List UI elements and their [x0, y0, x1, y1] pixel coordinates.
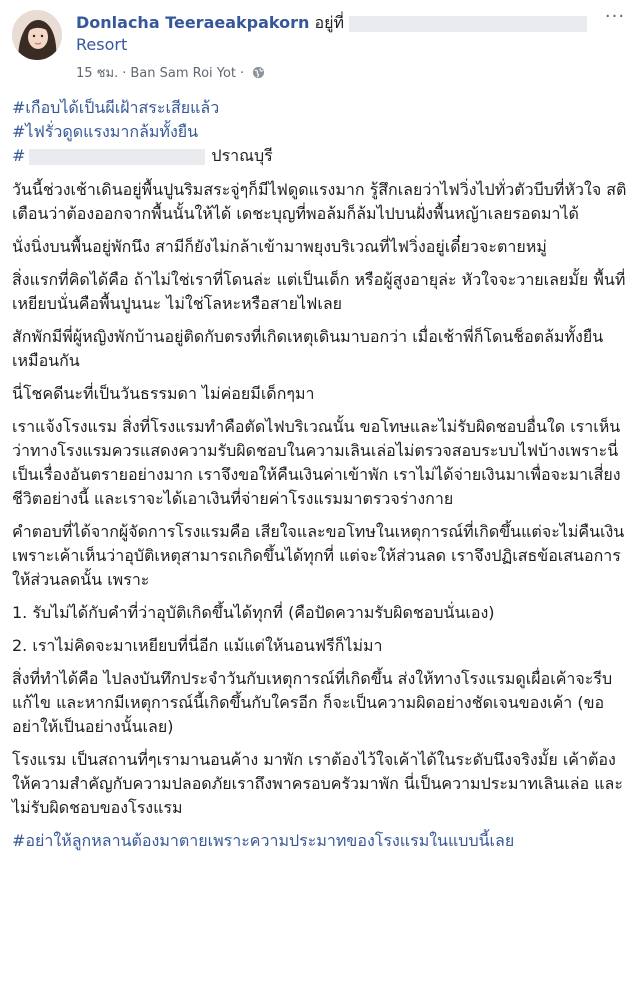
hashtag-3[interactable] — [12, 146, 273, 165]
author-name[interactable]: Donlacha Teeraeakpakorn — [76, 13, 310, 32]
paragraph-7: คำตอบที่ได้จากผู้จัดการโรงแรมคือ เสียใจและขอโทษในเหตุการณ์ที่เกิดขึ้นแต่จะไม่คืนเงินเพราะเค้าเห็นว่าอุบัติเหตุสามารถเกิดขึ้นได้ทุกที่ แต่จะให้ส่วนลด เราจึงปฏิเสธข้อเสนอการให้ส่วนลดนั้น เพราะ — [12, 522, 625, 589]
paragraph-1: วันนี้ช่วงเช้าเดินอยู่พื้นปูนริมสระจู่ๆก็มีไฟดูดแรงมาก รู้สึกเลยว่าไฟวิ่งไปทั่วตัวบีบที่หัวใจ สติเตือนว่าต้องออกจากพื้นนั้นให้ได้ เดชะบุญที่พอล้มก็ล้มไปบนฝั่งพื้นหญ้าเลยรอดมาได้ — [12, 180, 627, 223]
paragraph-3: สิ่งแรกที่คิดได้คือ ถ้าไม่ใช่เราที่โดนล่ะ แต่เป็นเด็ก หรือผู้สูงอายุล่ะ หัวใจจะวายเลยมั้ย พื้นที่เหยียบนั่นคือพื้นปูนนะ ไม่ใช่โลหะหรือสายไฟเลย — [12, 270, 626, 313]
paragraph-5: นี่โชคดีนะที่เป็นวันธรรมดา ไม่ค่อยมีเด็กๆมา — [12, 384, 315, 403]
hashtag-3-suffix: ปราณบุรี — [211, 146, 273, 165]
post-location[interactable]: Ban Sam Roi Yot — [130, 66, 237, 81]
paragraph-9: โรงแรม เป็นสถานที่ๆเรามานอนค้าง มาพัก เราต้องไว้ใจเค้าได้ในระดับนึงจริงมั้ย เค้าต้องให้ความสำคัญกับความปลอดภัยเราถึงพาครอบครัวมาพัก นี่เป็นความประมาทเลินเล่อ และไม่รับผิดชอบของโรงแรม — [12, 750, 623, 817]
redacted-place-name — [349, 16, 587, 32]
more-options-icon[interactable]: ··· — [604, 6, 626, 27]
meta-separator-2: · — [240, 66, 245, 81]
redacted-hashtag-text — [29, 149, 205, 165]
place-name[interactable]: Resort — [76, 35, 128, 54]
hashtag-2[interactable]: #ไฟรั่วดูดแรงมากล้มทั้งยืน — [12, 122, 199, 141]
post-meta — [76, 65, 265, 85]
meta-separator: · — [122, 66, 127, 81]
globe-icon[interactable] — [252, 66, 265, 85]
post-body — [12, 96, 628, 862]
author-line — [76, 12, 596, 56]
list-item-1: 1. รับไม่ได้กับคำที่ว่าอุบัติเกิดขึ้นได้ทุกที่ (คือปัดความรับผิดชอบนั่นเอง) — [12, 603, 495, 622]
hashtag-3-prefix: # — [12, 146, 26, 165]
post-header — [12, 6, 628, 88]
hashtag-1[interactable]: #เกือบได้เป็นผีเฝ้าสระเสียแล้ว — [12, 98, 220, 117]
closing-hashtag-line — [12, 829, 628, 853]
closing-hashtag[interactable]: #อย่าให้ลูกหลานต้องมาตายเพราะความประมาทของโรงแรมในแบบนี้เลย — [12, 831, 515, 850]
paragraph-4: สักพักมีพี่ผู้หญิงพักบ้านอยู่ติดกับตรงที่เกิดเหตุเดินมาบอกว่า เมื่อเช้าพี่ก็โดนช็อตล้มทั้งยืนเหมือนกัน — [12, 327, 604, 370]
paragraph-8: สิ่งที่ทำได้คือ ไปลงบันทึกประจำวันกับเหตุการณ์ที่เกิดขึ้น ส่งให้ทางโรงแรมดูเผื่อเค้าจะรีบแก้ไข และหากมีเหตุการณ์นี้เกิดขึ้นกับใครอีก ก็จะเป็นความผิดอย่างชัดเจนของเค้า (ขออย่าให้เป็นอย่างนั้นเลย) — [12, 669, 613, 736]
paragraph-2: นั่งนิ่งบนพื้นอยู่พักนึง สามีก็ยังไม่กล้าเข้ามาพยุงบริเวณที่ไฟวิ่งอยู่เดี๋ยวจะตายหมู่ — [12, 237, 547, 256]
hashtag-block — [12, 96, 628, 168]
at-text: อยู่ที่ — [314, 13, 345, 32]
list-item-2: 2. เราไม่คิดจะมาเหยียบที่นี่อีก แม้แต่ให้นอนฟรีก็ไม่มา — [12, 636, 383, 655]
avatar[interactable] — [12, 10, 62, 60]
paragraph-6: เราแจ้งโรงแรม สิ่งที่โรงแรมทำคือตัดไฟบริเวณนั้น ขอโทษและไม่รับผิดชอบอื่นใด เราเห็นว่าทางโรงแรมควรแสดงความรับผิดชอบในความเลินเล่อไม่ตรวจสอบระบบไฟบ้างเพราะนี่เป็นเรื่องอันตรายอย่างมาก เราจึงขอให้คืนเงินค่าเข้าพัก เราไม่ได้จ่ายเงินมาเพื่อจะมาเสี่ยงชีวิตอย่างนี้ และเราจะได้เอาเงินที่จ่ายค่าโรงแรมมาตรวจร่างกาย — [12, 417, 621, 508]
post-time[interactable]: 15 ชม. — [76, 66, 119, 81]
